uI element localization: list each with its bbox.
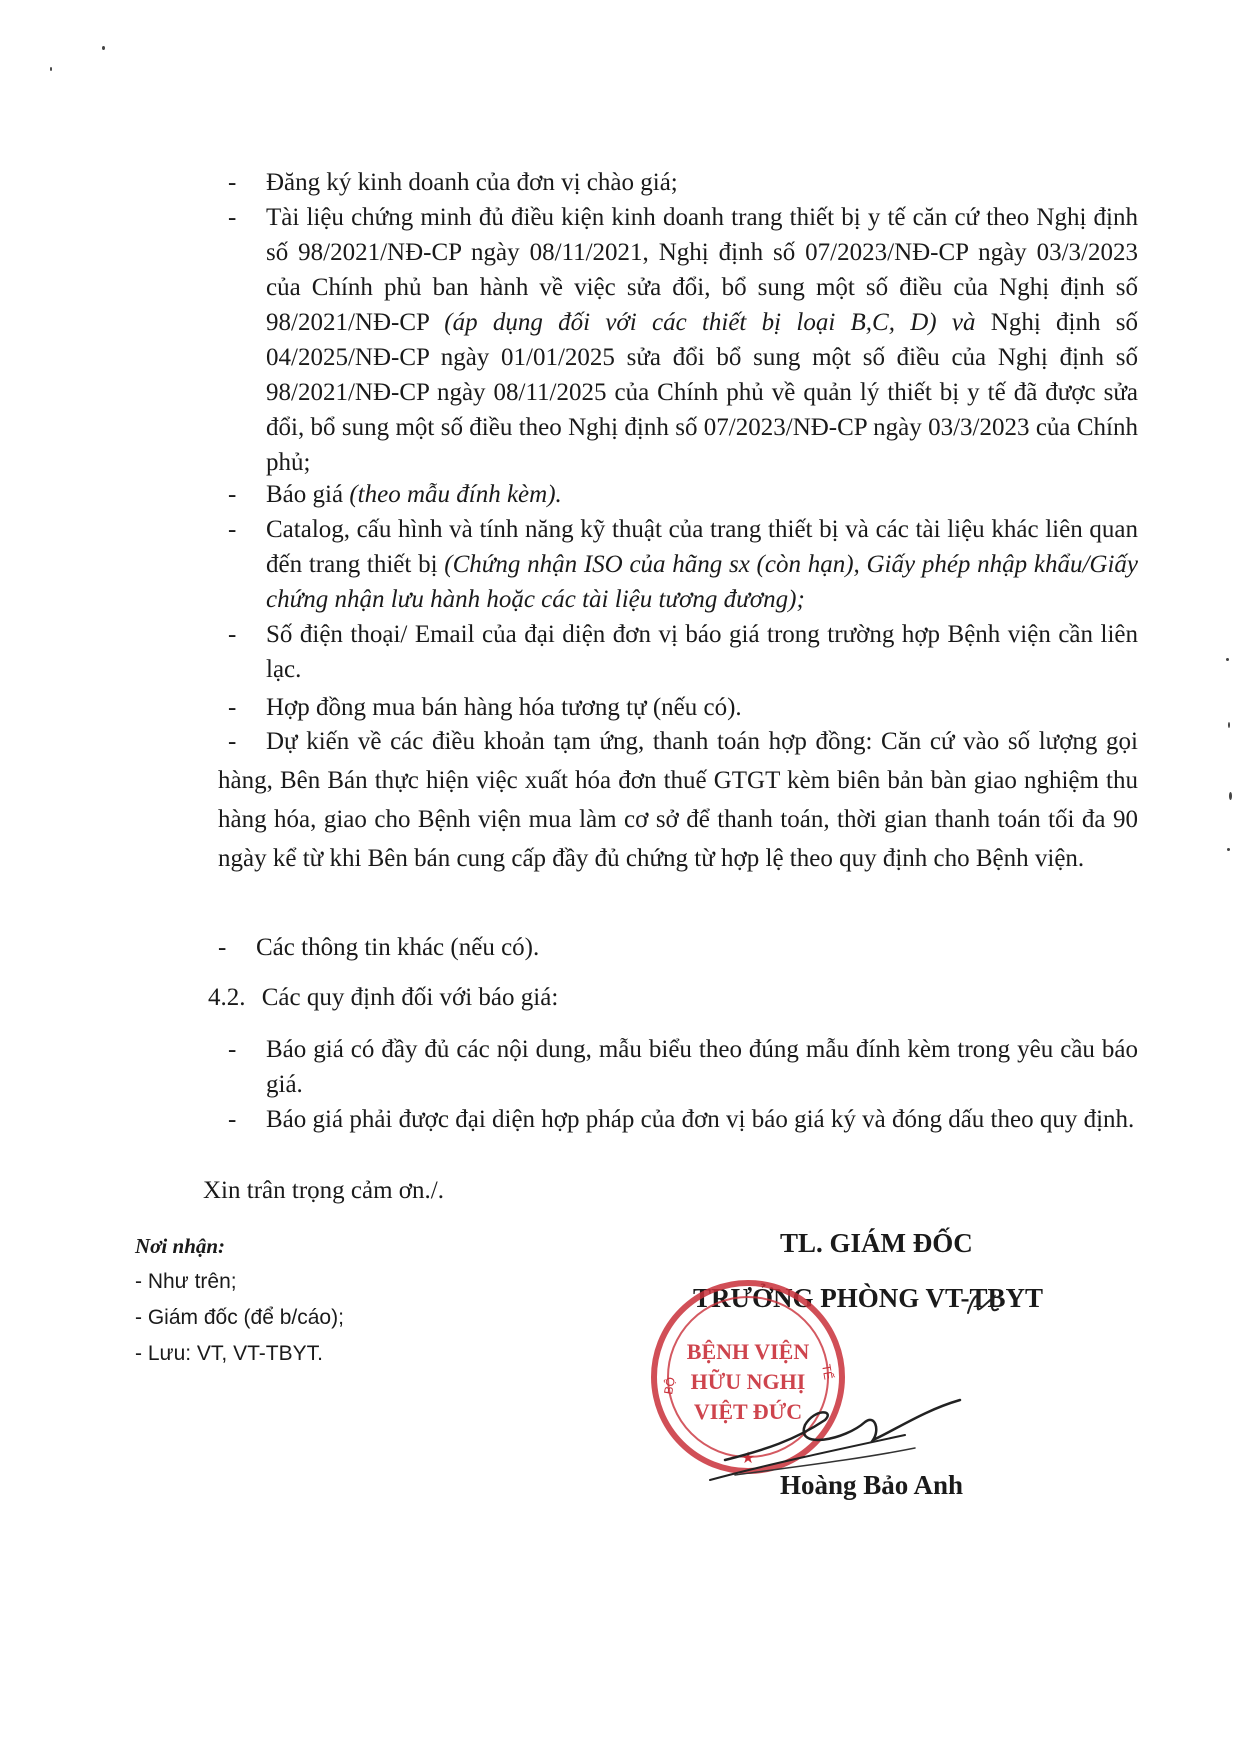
svg-text:HỮU NGHỊ: HỮU NGHỊ: [690, 1369, 806, 1394]
attachment-item-text: [218, 617, 1138, 687]
svg-text:BỆNH VIỆN: BỆNH VIỆN: [686, 1339, 810, 1364]
attachment-item-text: [218, 200, 1138, 480]
scan-speck: [1227, 848, 1230, 851]
attachment-item: [218, 690, 1138, 725]
signature-line-1: TL. GIÁM ĐỐC: [780, 1228, 973, 1258]
bullet-dash: -: [228, 204, 237, 231]
text-run: Hợp đồng mua bán hàng hóa tương tự (nếu có).: [266, 694, 742, 721]
recipient-item: - Giám đốc (để b/cáo);: [135, 1306, 344, 1329]
section-number: 4.2.: [208, 984, 246, 1011]
scan-speck: [1228, 722, 1230, 728]
attachment-item: [218, 200, 1138, 480]
bullet-dash: -: [228, 694, 237, 721]
bullet-dash: -: [228, 516, 237, 543]
attachment-item: [218, 512, 1138, 617]
section-item-text: Báo giá phải được đại diện hợp pháp của đơn vị báo giá ký và đóng dấu theo quy định.: [266, 1106, 1135, 1133]
payment-terms-text: Dự kiến về các điều khoản tạm ứng, thanh toán hợp đồng: Căn cứ vào số lượng gọi hàng, Bên Bán thực hiện việc xuất hóa đơn thuế GTGT kèm biên bản bàn giao nghiệm thu hàng hóa, giao cho Bệnh viện mua làm cơ sở để thanh toán, thời gian thanh toán tối đa 90 ngày kể từ khi Bên bán cung cấp đầy đủ chứng từ hợp lệ theo quy định cho Bệnh viện.: [218, 728, 1138, 872]
scan-speck: [1229, 792, 1232, 800]
attachment-item-text: [218, 690, 1138, 725]
svg-text:TẾ: TẾ: [819, 1363, 836, 1381]
attachment-item: [218, 165, 1138, 200]
section-item: - Báo giá phải được đại diện hợp pháp của đơn vị báo giá ký và đóng dấu theo quy định.: [218, 1102, 1138, 1137]
scan-speck: [50, 67, 52, 71]
attachment-item: [218, 477, 1138, 512]
signature-line-2: TRƯỞNG PHÒNG VT-TBYT: [693, 1283, 1044, 1313]
svg-text:★: ★: [740, 1450, 756, 1467]
recipient-item: - Lưu: VT, VT-TBYT.: [135, 1342, 323, 1365]
other-info-text: Các thông tin khác (nếu có).: [256, 934, 540, 961]
bullet-dash: -: [228, 481, 237, 508]
text-run: (áp dụng đối với các thiết bị loại B,C, D) và: [444, 309, 976, 336]
other-info-item: - Các thông tin khác (nếu có).: [208, 930, 1128, 965]
payment-terms-paragraph: - Dự kiến về các điều khoản tạm ứng, thanh toán hợp đồng: Căn cứ vào số lượng gọi hàng, Bên Bán thực hiện việc xuất hóa đơn thuế GTGT kèm biên bản bàn giao nghiệm thu hàng hóa, giao cho Bệnh viện mua làm cơ sở để thanh toán, thời gian thanh toán tối đa 90 ngày kể từ khi Bên bán cung cấp đầy đủ chứng từ hợp lệ theo quy định cho Bệnh viện.: [218, 722, 1138, 878]
text-run: Nghị định số 04/2025/NĐ-CP ngày 01/01/2025 sửa đổi bổ sung một số điều của Nghị định số 98/2021/NĐ-CP ngày 08/11/2025 của Chính phủ về quản lý thiết bị y tế đã được sửa đổi, bổ sung một số điều theo Nghị định số 07/2023/NĐ-CP ngày 03/3/2023 của Chính phủ;: [266, 309, 1138, 476]
text-run: Báo giá: [266, 481, 350, 508]
text-run: Đăng ký kinh doanh của đơn vị chào giá;: [266, 169, 678, 196]
section-title: Các quy định đối với báo giá:: [261, 984, 559, 1011]
text-run: (theo mẫu đính kèm).: [349, 481, 562, 508]
attachment-item-text: [218, 165, 1138, 200]
recipients-block: [135, 1228, 344, 1372]
section-item-text: Báo giá có đầy đủ các nội dung, mẫu biểu theo đúng mẫu đính kèm trong yêu cầu báo giá.: [266, 1036, 1138, 1098]
attachment-item: [218, 617, 1138, 687]
initials-mark: [960, 1283, 1000, 1323]
closing-line: Xin trân trọng cảm ơn./.: [203, 1177, 444, 1204]
svg-text:VIỆT ĐỨC: VIỆT ĐỨC: [693, 1399, 803, 1424]
bullet-dash: -: [228, 169, 237, 196]
text-run: (Chứng nhận ISO của hãng sx (còn hạn), Giấy phép nhập khẩu/Giấy chứng nhận lưu hành hoặc các tài liệu tương đương);: [266, 551, 1138, 613]
svg-text:BỘ: BỘ: [661, 1376, 678, 1396]
signer-name: Hoàng Bảo Anh: [780, 1470, 964, 1500]
text-run: Số điện thoại/ Email của đại diện đơn vị báo giá trong trường hợp Bệnh viện cần liên lạc.: [266, 621, 1138, 683]
section-item: - Báo giá có đầy đủ các nội dung, mẫu biểu theo đúng mẫu đính kèm trong yêu cầu báo giá.: [218, 1032, 1138, 1102]
recipient-item: - Như trên;: [135, 1270, 237, 1293]
bullet-dash: -: [228, 621, 237, 648]
attachment-item-text: [218, 477, 1138, 512]
scan-speck: [102, 46, 105, 50]
attachment-item-text: [218, 512, 1138, 617]
text-run: Catalog, cấu hình và tính năng kỹ thuật của trang thiết bị và các tài liệu khác liên quan đến trang thiết bị: [266, 516, 1138, 578]
text-run: Tài liệu chứng minh đủ điều kiện kinh doanh trang thiết bị y tế căn cứ theo Nghị định số 98/2021/NĐ-CP ngày 08/11/2021, Nghị định số 07/2023/NĐ-CP ngày 03/3/2023 của Chính phủ ban hành về việc sửa đổi, bổ sung một số điều của Nghị định số 98/2021/NĐ-CP: [266, 204, 1138, 336]
recipients-title: Nơi nhận:: [135, 1234, 226, 1258]
scan-speck: [1226, 658, 1229, 661]
section-4-2-heading: [208, 980, 558, 1015]
